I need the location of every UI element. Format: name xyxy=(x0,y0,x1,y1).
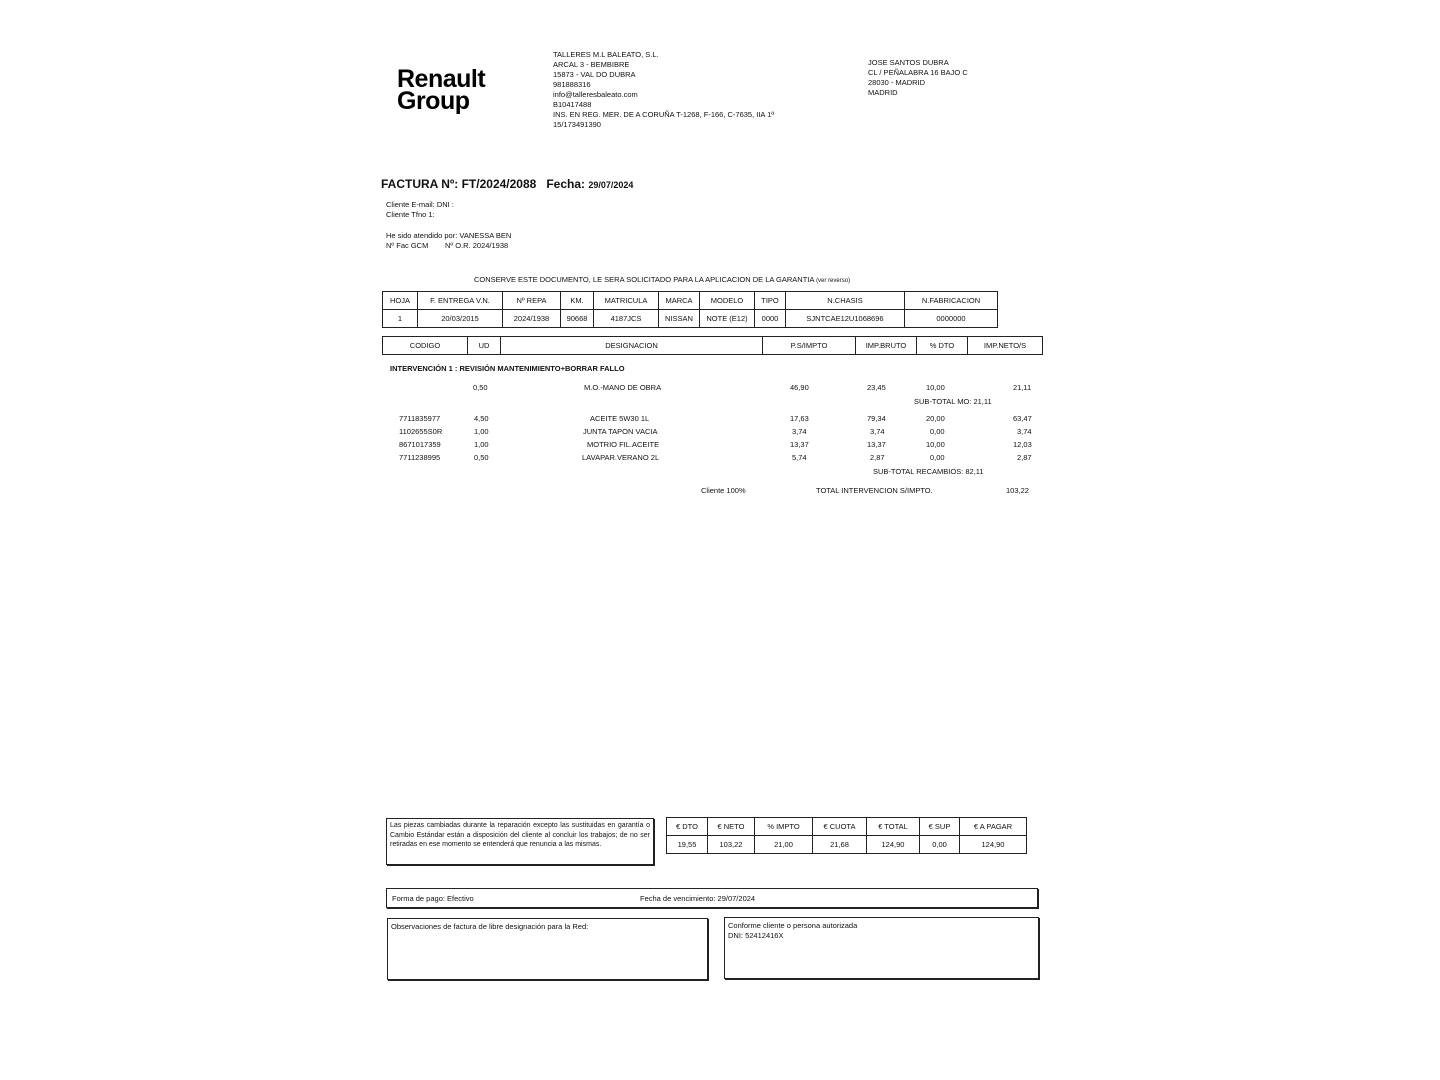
labour-subtotal: SUB-TOTAL MO: 21,11 xyxy=(914,397,992,406)
part-desc: ACEITE 5W30 1L xyxy=(590,414,650,423)
total-dto: 19,55 xyxy=(667,836,708,854)
vehicle-value: 90668 xyxy=(561,310,594,328)
column-header: CODIGO xyxy=(383,337,468,355)
part-dto: 10,00 xyxy=(926,440,945,449)
part-gross: 2,87 xyxy=(870,453,885,462)
client-email-dni: Cliente E-mail: DNI : xyxy=(386,200,454,209)
vehicle-header: MODELO xyxy=(700,292,755,310)
invoice-number: FACTURA Nº: FT/2024/2088 xyxy=(381,177,537,191)
part-desc: MOTRIO FIL.ACEITE xyxy=(587,440,660,449)
part-price: 17,63 xyxy=(790,414,809,423)
client-phone: Cliente Tfno 1: xyxy=(386,210,435,219)
total-cuota: 21,68 xyxy=(813,836,867,854)
part-net: 12,03 xyxy=(1013,440,1032,449)
part-code: 7711238995 xyxy=(399,453,441,462)
labour-dto: 10,00 xyxy=(926,383,945,392)
conformity-dni: DNI: 52412416X xyxy=(728,931,784,940)
part-net: 2,87 xyxy=(1017,453,1032,462)
vehicle-header: N.FABRICACION xyxy=(905,292,998,310)
company-line: 15/173491390 xyxy=(553,120,601,129)
customer-line: JOSE SANTOS DUBRA xyxy=(868,58,949,67)
vehicle-header: KM. xyxy=(561,292,594,310)
company-line: info@talleresbaleato.com xyxy=(553,90,638,99)
company-line: TALLERES M.L BALEATO, S.L. xyxy=(553,50,659,59)
company-line: 981888316 xyxy=(553,80,591,89)
observations-label: Observaciones de factura de libre designación para la Red: xyxy=(391,922,589,931)
total-total: 124,90 xyxy=(867,836,920,854)
vehicle-value: NISSAN xyxy=(659,310,700,328)
company-line: ARCAL 3 - BEMBIBRE xyxy=(553,60,630,69)
total-sup: 0,00 xyxy=(920,836,960,854)
totals-header-row xyxy=(667,818,1027,836)
payment-method: Forma de pago: Efectivo xyxy=(392,894,474,903)
totals-header: € SUP xyxy=(920,818,960,836)
vehicle-header: HOJA xyxy=(383,292,418,310)
labour-net: 21,11 xyxy=(1013,383,1032,392)
part-desc: LAVAPAR.VERANO 2L xyxy=(582,453,660,462)
vehicle-value: 2024/1938 xyxy=(503,310,561,328)
part-code: 1102655S0R xyxy=(399,427,443,436)
vehicle-value: 4187JCS xyxy=(594,310,659,328)
conformity-box xyxy=(724,917,1039,979)
part-gross: 3,74 xyxy=(870,427,885,436)
part-net: 63,47 xyxy=(1013,414,1032,423)
total-neto: 103,22 xyxy=(708,836,755,854)
totals-header: € TOTAL xyxy=(867,818,920,836)
client-percentage: Cliente 100% xyxy=(701,486,746,495)
part-gross: 13,37 xyxy=(867,440,886,449)
vehicle-header: N.CHASIS xyxy=(786,292,905,310)
part-code: 7711835977 xyxy=(399,414,441,423)
part-code: 8671017359 xyxy=(399,440,441,449)
logo-line-2: Group xyxy=(397,87,470,115)
intervention-section xyxy=(0,0,1440,500)
payment-info xyxy=(386,888,1038,908)
notice-text: CONSERVE ESTE DOCUMENTO, LE SERA SOLICITADO PARA LA APLICACION DE LA GARANTIA xyxy=(474,275,814,284)
totals-header: € DTO xyxy=(667,818,708,836)
company-line: INS. EN REG. MER. DE A CORUÑA T-1268, F-166, C-7635, IIA 1ª xyxy=(553,110,775,119)
or-number: Nº O.R. 2024/1938 xyxy=(445,241,509,250)
part-dto: 20,00 xyxy=(926,414,945,423)
vehicle-header: Nº REPA xyxy=(503,292,561,310)
column-header: DESIGNACION xyxy=(501,337,763,355)
payment-due: Fecha de vencimiento: 29/07/2024 xyxy=(640,894,756,903)
vehicle-value: 20/03/2015 xyxy=(418,310,503,328)
part-ud: 4,50 xyxy=(474,414,489,423)
labour-desc: M.O.-MANO DE OBRA xyxy=(584,383,662,392)
customer-line: 28030 - MADRID xyxy=(868,78,926,87)
vehicle-value: 1 xyxy=(383,310,418,328)
totals-value-row xyxy=(667,836,1027,854)
total-intervention-label: TOTAL INTERVENCION S/IMPTO. xyxy=(816,486,933,495)
column-header: IMP.NETO/S xyxy=(968,337,1043,355)
part-ud: 1,00 xyxy=(474,440,489,449)
vehicle-header: MATRICULA xyxy=(594,292,659,310)
column-header: % DTO xyxy=(917,337,968,355)
part-net: 3,74 xyxy=(1017,427,1032,436)
intervention-title: INTERVENCIÓN 1 : REVISIÓN MANTENIMIENTO+BORRAR FALLO xyxy=(390,364,625,373)
column-header: P.S/IMPTO xyxy=(763,337,856,355)
fac-gcm: Nº Fac GCM xyxy=(386,241,429,250)
part-price: 13,37 xyxy=(790,440,809,449)
part-ud: 0,50 xyxy=(474,453,489,462)
total-impto: 21,00 xyxy=(755,836,813,854)
part-dto: 0,00 xyxy=(930,453,945,462)
vehicle-header: F. ENTREGA V.N. xyxy=(418,292,503,310)
totals-header: € NETO xyxy=(708,818,755,836)
notice-small: (ver reverso) xyxy=(816,278,851,284)
totals-header: € A PAGAR xyxy=(960,818,1027,836)
part-ud: 1,00 xyxy=(474,427,489,436)
part-dto: 0,00 xyxy=(930,427,945,436)
totals-table xyxy=(666,817,1027,854)
vehicle-value: 0000000 xyxy=(905,310,998,328)
total-intervention-value: 103,22 xyxy=(1006,486,1029,495)
company-line: 15873 - VAL DO DUBRA xyxy=(553,70,636,79)
part-price: 5,74 xyxy=(792,453,807,462)
totals-header: % IMPTO xyxy=(755,818,813,836)
conformity-label: Conforme cliente o persona autorizada xyxy=(728,921,858,930)
legal-notice: Las piezas cambiadas durante la reparación excepto las sustituidas en garantía o Cambio Estándar están a disposición del cliente al concluir los trabajos; de no ser retiradas en ese momento se entenderá que renuncia a las mismas. xyxy=(386,818,654,865)
part-price: 3,74 xyxy=(792,427,807,436)
customer-line: MADRID xyxy=(868,88,898,97)
vehicle-header: MARCA xyxy=(659,292,700,310)
observations-box xyxy=(387,918,708,980)
labour-ud: 0,50 xyxy=(473,383,488,392)
parts-subtotal: SUB-TOTAL RECAMBIOS: 82,11 xyxy=(873,467,984,476)
part-desc: JUNTA TAPON VACIA xyxy=(583,427,658,436)
vehicle-header: TIPO xyxy=(755,292,786,310)
company-line: B10417488 xyxy=(553,100,592,109)
vehicle-value: NOTE (E12) xyxy=(700,310,755,328)
attended-by: He sido atendido por: VANESSA BEN xyxy=(386,231,512,240)
labour-price: 46,90 xyxy=(790,383,809,392)
total-a-pagar: 124,90 xyxy=(960,836,1027,854)
vehicle-value: 0000 xyxy=(755,310,786,328)
column-header: IMP.BRUTO xyxy=(856,337,917,355)
invoice-date-label: Fecha: xyxy=(546,177,586,191)
labour-gross: 23,45 xyxy=(867,383,886,392)
totals-header: € CUOTA xyxy=(813,818,867,836)
part-gross: 79,34 xyxy=(867,414,886,423)
customer-line: CL / PEÑALABRA 16 BAJO C xyxy=(868,68,968,77)
column-header: UD xyxy=(468,337,501,355)
invoice-date: 29/07/2024 xyxy=(588,180,634,190)
vehicle-value: SJNTCAE12U1068696 xyxy=(786,310,905,328)
logo-line-1: Renault xyxy=(397,65,486,93)
